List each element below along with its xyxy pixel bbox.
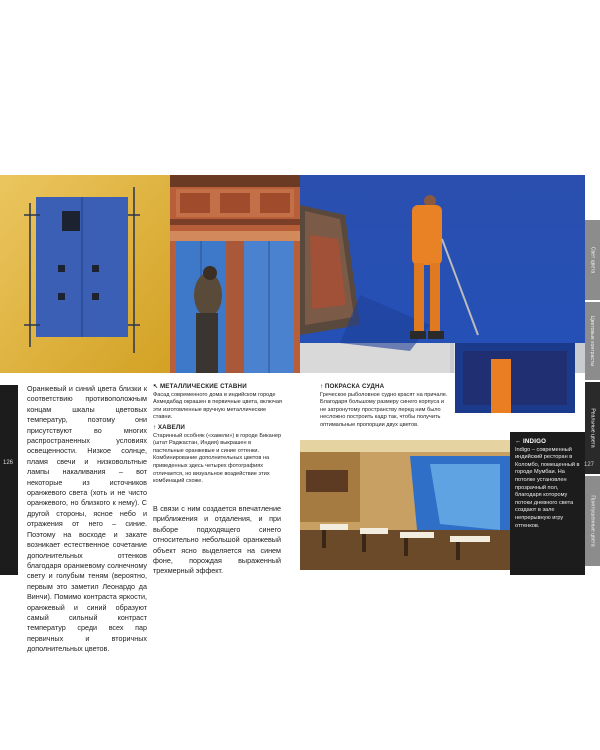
haveli-arrow-icon: ↑: [153, 424, 157, 431]
photo-metal-shutters: [0, 175, 170, 373]
haveli-caption-title: ХАВЕЛИ: [157, 424, 186, 431]
shutters-caption-title: МЕТАЛЛИЧЕСКИЕ СТАВНИ: [159, 383, 247, 390]
ship-caption-text: Греческое рыболовное судно красят на причале. Благодаря большому размеру синего корпуса и не затронутому пространству перед ним было несложно построить кадр так, чтобы получить оптимальные пропорции двух цветов.: [320, 391, 448, 428]
indigo-arrow-icon: ←: [515, 438, 522, 445]
shutters-illustration: [0, 175, 170, 373]
right-page-number: 127: [584, 462, 595, 468]
ship-caption-title: ПОКРАСКА СУДНА: [324, 383, 385, 390]
haveli-illustration: [170, 175, 300, 373]
side-tab-real-colors[interactable]: [585, 382, 600, 474]
side-tab-label: Приглушенные цвета: [589, 495, 596, 547]
side-tab-label: Цветовые контрасты: [589, 315, 596, 367]
caption-indigo: [515, 438, 581, 530]
side-tab-light-color[interactable]: [585, 220, 600, 300]
side-tab-label: Свет цвета: [589, 246, 596, 274]
left-page-edge: [0, 385, 18, 575]
inset-composition-image: [455, 343, 575, 413]
shutters-arrow-icon: ↖: [153, 383, 159, 390]
left-page-number: 126: [3, 460, 14, 466]
restaurant-illustration: [300, 440, 510, 570]
side-tab-color-contrasts[interactable]: [585, 302, 600, 380]
caption-metal-shutters: [153, 383, 283, 422]
caption-haveli: [153, 424, 283, 486]
side-tab-muted-colors[interactable]: [585, 476, 600, 566]
shutters-caption-text: Фасад современного дома в индийском городе Ахмедабад окрашен в первичные цвета, включая эти изготовленные вручную металлические ставни.: [153, 391, 282, 421]
indigo-caption-title: INDIGO: [522, 438, 547, 445]
ship-arrow-icon: ↑: [320, 383, 324, 390]
caption-ship-painting: [320, 383, 450, 430]
side-tab-label: Реальные цвета: [589, 408, 596, 448]
photo-haveli: [170, 175, 300, 373]
photo-indigo-restaurant: [300, 440, 510, 570]
haveli-caption-text: Старинный особняк («хавели») в городе Биканер (штат Раджастан, Индия) выкрашен в пастельные оранжевые и синие оттенки. Комбинирование дополнительных цветов на приведенных здесь четырех фотографиях отличается, но визуальное воздействие этих комбинаций схоже.: [153, 432, 282, 485]
middle-body-text: В связи с ним создается впечатление приближения и отдаления, и при выборе подходящего синего относительно небольшой оранжевый объект ясно выделяется на синем фоне, порождая выраженный трехмерный эффект.: [153, 504, 281, 576]
left-body-text: Оранжевый и синий цвета близки к соответствию противоположным концам шкалы цветовых температур, поэтому они присутствуют во многих распространенных условиях освещенности. Низкое солнце, пламя свечи и низковольтные лампы накаливания – вот некоторые из источников оранжевого света (хоть и не чисто оранжевого, но близкого к нему). С другой стороны, ясное небо и отражения от него – синие. Поэтому на восходе и закате возникает естественное сочетание дополнительных оттенков благодаря оранжевому солнечному свету и голубым теням (вероятно, первым это заметил Леонардо да Винчи). Помимо контраста яркости, оранжевый и синий образуют самый сильный контраст температур среди всех пар первичных и вторичных дополнительных цветов.: [27, 384, 147, 654]
indigo-caption-text: Indigo – современный индийский ресторан в Коломбо, помещенный в городе Мумбаи. На потолке установлен прозрачный пол, благодаря которому потоки дневного света создают в зале непрерывную игру оттенков.: [515, 446, 580, 529]
